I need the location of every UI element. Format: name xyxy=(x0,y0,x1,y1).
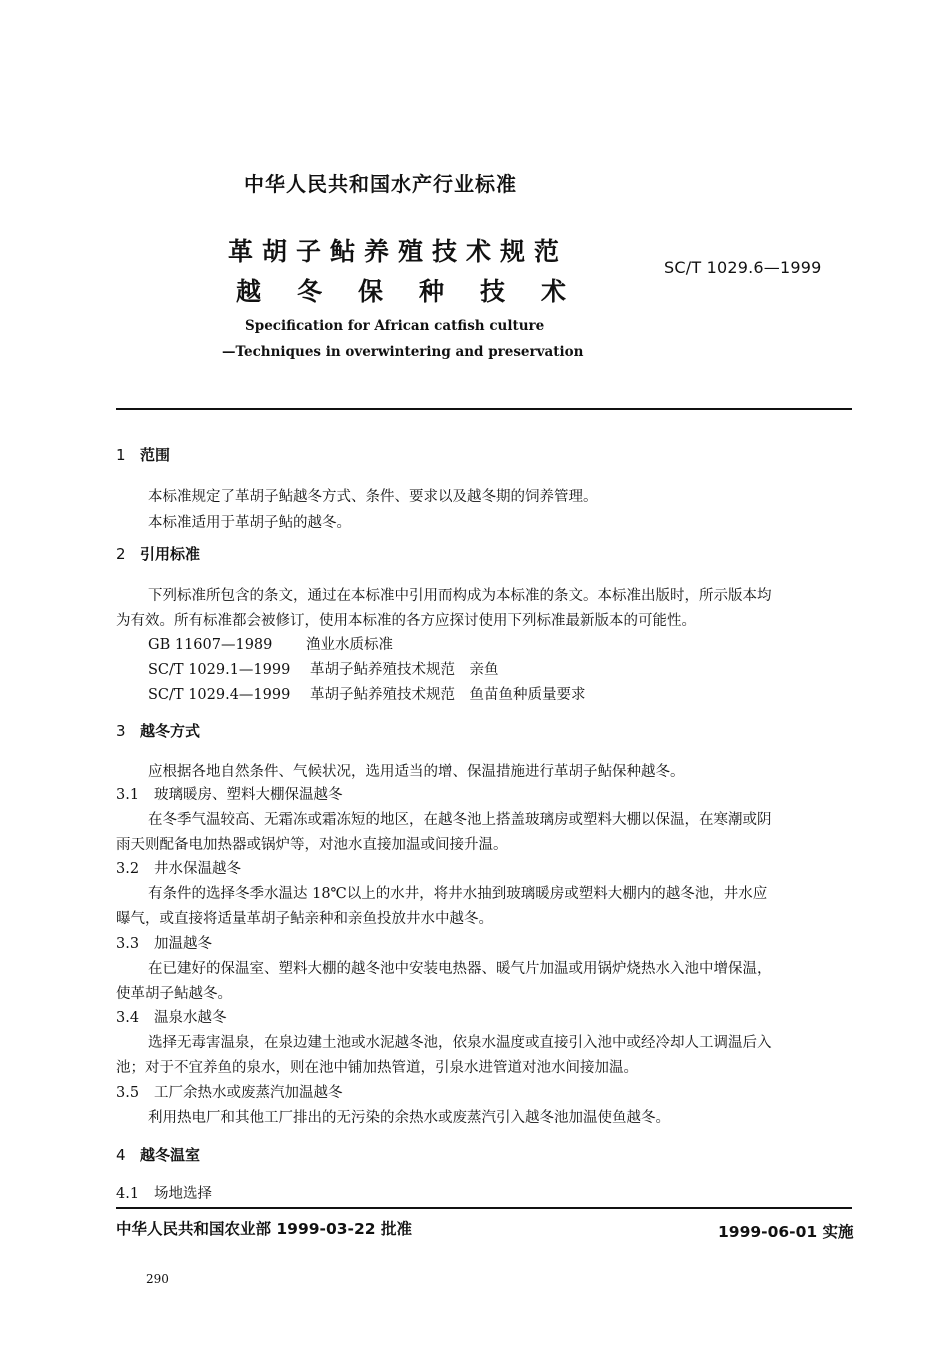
subsection-3-3-line-1: 在已建好的保温室、塑料大棚的越冬池中安装电热器、暖气片加温或用锅炉烧热水入池中增保温， xyxy=(148,961,772,977)
section-2-paragraph-line-1: 下列标准所包含的条文，通过在本标准中引用而构成为本标准的条文。本标准出版时，所示版本均 xyxy=(148,588,772,604)
section-4-number: 4 xyxy=(116,1146,126,1164)
subsection-3-4-line-2: 池；对于不宜养鱼的泉水，则在池中铺加热管道，引泉水进管道对池水间接加温。 xyxy=(116,1060,638,1076)
subsection-3-3-number: 3.3 xyxy=(116,936,140,952)
subsection-3-4-line-1: 选择无毒害温泉，在泉边建土池或水泥越冬池，依泉水温度或直接引入池中或经冷却人工调温后入 xyxy=(148,1035,772,1051)
standard-category: 中华人民共和国水产行业标准 xyxy=(244,172,517,196)
reference-1 xyxy=(148,633,393,654)
reference-3 xyxy=(148,683,586,704)
section-1-title: 范围 xyxy=(140,446,171,464)
section-3-intro: 应根据各地自然条件、气候状况，选用适当的增、保温措施进行革胡子鲇保种越冬。 xyxy=(148,764,685,780)
subsection-3-4-title: 温泉水越冬 xyxy=(154,1010,227,1026)
subsection-3-2-line-2: 曝气，或直接将适量革胡子鲇亲种和亲鱼投放井水中越冬。 xyxy=(116,911,493,927)
subsection-3-4-heading xyxy=(116,1006,227,1027)
subsection-3-5-title: 工厂余热水或废蒸汽加温越冬 xyxy=(154,1085,343,1101)
subsection-3-5-line-1: 利用热电厂和其他工厂排出的无污染的余热水或废蒸汽引入越冬池加温使鱼越冬。 xyxy=(148,1110,670,1126)
subsection-3-1-number: 3.1 xyxy=(116,787,140,803)
subsection-3-1-title: 玻璃暖房、塑料大棚保温越冬 xyxy=(154,787,343,803)
section-2-title: 引用标准 xyxy=(140,545,201,563)
page-number: 290 xyxy=(146,1272,169,1286)
reference-2-title: 革胡子鲇养殖技术规范 亲鱼 xyxy=(310,662,499,678)
section-1-paragraph-1: 本标准规定了革胡子鲇越冬方式、条件、要求以及越冬期的饲养管理。 xyxy=(148,489,598,505)
reference-3-code: SC/T 1029.4—1999 xyxy=(148,687,291,703)
subsection-3-4-number: 3.4 xyxy=(116,1010,140,1026)
footer-divider xyxy=(116,1207,852,1209)
title-line-2: 越冬保种技术 xyxy=(236,277,603,306)
reference-1-code: GB 11607—1989 xyxy=(148,637,273,653)
section-2-heading xyxy=(116,543,200,564)
header-divider xyxy=(116,408,852,410)
section-1-paragraph-2: 本标准适用于革胡子鲇的越冬。 xyxy=(148,515,351,531)
subsection-3-5-heading xyxy=(116,1081,343,1102)
subsection-3-5-number: 3.5 xyxy=(116,1085,140,1101)
section-3-number: 3 xyxy=(116,722,126,740)
section-2-number: 2 xyxy=(116,545,126,563)
section-2-paragraph-line-2: 为有效。所有标准都会被修订，使用本标准的各方应探讨使用下列标准最新版本的可能性。 xyxy=(116,613,696,629)
reference-2-code: SC/T 1029.1—1999 xyxy=(148,662,291,678)
title-line-1: 革胡子鲇养殖技术规范 xyxy=(228,237,569,266)
subsection-3-2-line-1: 有条件的选择冬季水温达 18℃以上的水井，将井水抽到玻璃暖房或塑料大棚内的越冬池，井水应 xyxy=(148,886,768,902)
subsection-3-3-line-2: 使革胡子鲇越冬。 xyxy=(116,986,232,1002)
section-1-heading xyxy=(116,444,170,465)
reference-1-title: 渔业水质标准 xyxy=(306,637,393,653)
reference-3-title: 革胡子鲇养殖技术规范 鱼苗鱼种质量要求 xyxy=(310,687,586,703)
subsection-3-1-line-1: 在冬季气温较高、无霜冻或霜冻短的地区，在越冬池上搭盖玻璃房或塑料大棚以保温，在寒潮或阴 xyxy=(148,812,772,828)
subsection-4-1-number: 4.1 xyxy=(116,1186,140,1202)
subsection-3-2-number: 3.2 xyxy=(116,861,140,877)
english-title-line-2: —Techniques in overwintering and preservation xyxy=(222,344,584,360)
section-1-number: 1 xyxy=(116,446,126,464)
section-3-heading xyxy=(116,720,200,741)
subsection-3-3-title: 加温越冬 xyxy=(154,936,212,952)
subsection-3-1-heading xyxy=(116,783,343,804)
section-4-title: 越冬温室 xyxy=(140,1146,201,1164)
subsection-3-2-heading xyxy=(116,857,241,878)
section-3-title: 越冬方式 xyxy=(140,722,201,740)
subsection-3-1-line-2: 雨天则配备电加热器或锅炉等，对池水直接加温或间接升温。 xyxy=(116,837,508,853)
standard-number: SC/T 1029.6—1999 xyxy=(664,258,822,277)
implementation-text: 1999-06-01 实施 xyxy=(718,1223,854,1241)
subsection-4-1-heading xyxy=(116,1182,212,1203)
section-4-heading xyxy=(116,1144,200,1165)
subsection-4-1-title: 场地选择 xyxy=(154,1186,212,1202)
reference-2 xyxy=(148,658,499,679)
english-title-line-1: Specification for African catfish culture xyxy=(245,318,545,334)
approval-text: 中华人民共和国农业部 1999-03-22 批准 xyxy=(116,1220,412,1238)
subsection-3-2-title: 井水保温越冬 xyxy=(154,861,241,877)
subsection-3-3-heading xyxy=(116,932,212,953)
